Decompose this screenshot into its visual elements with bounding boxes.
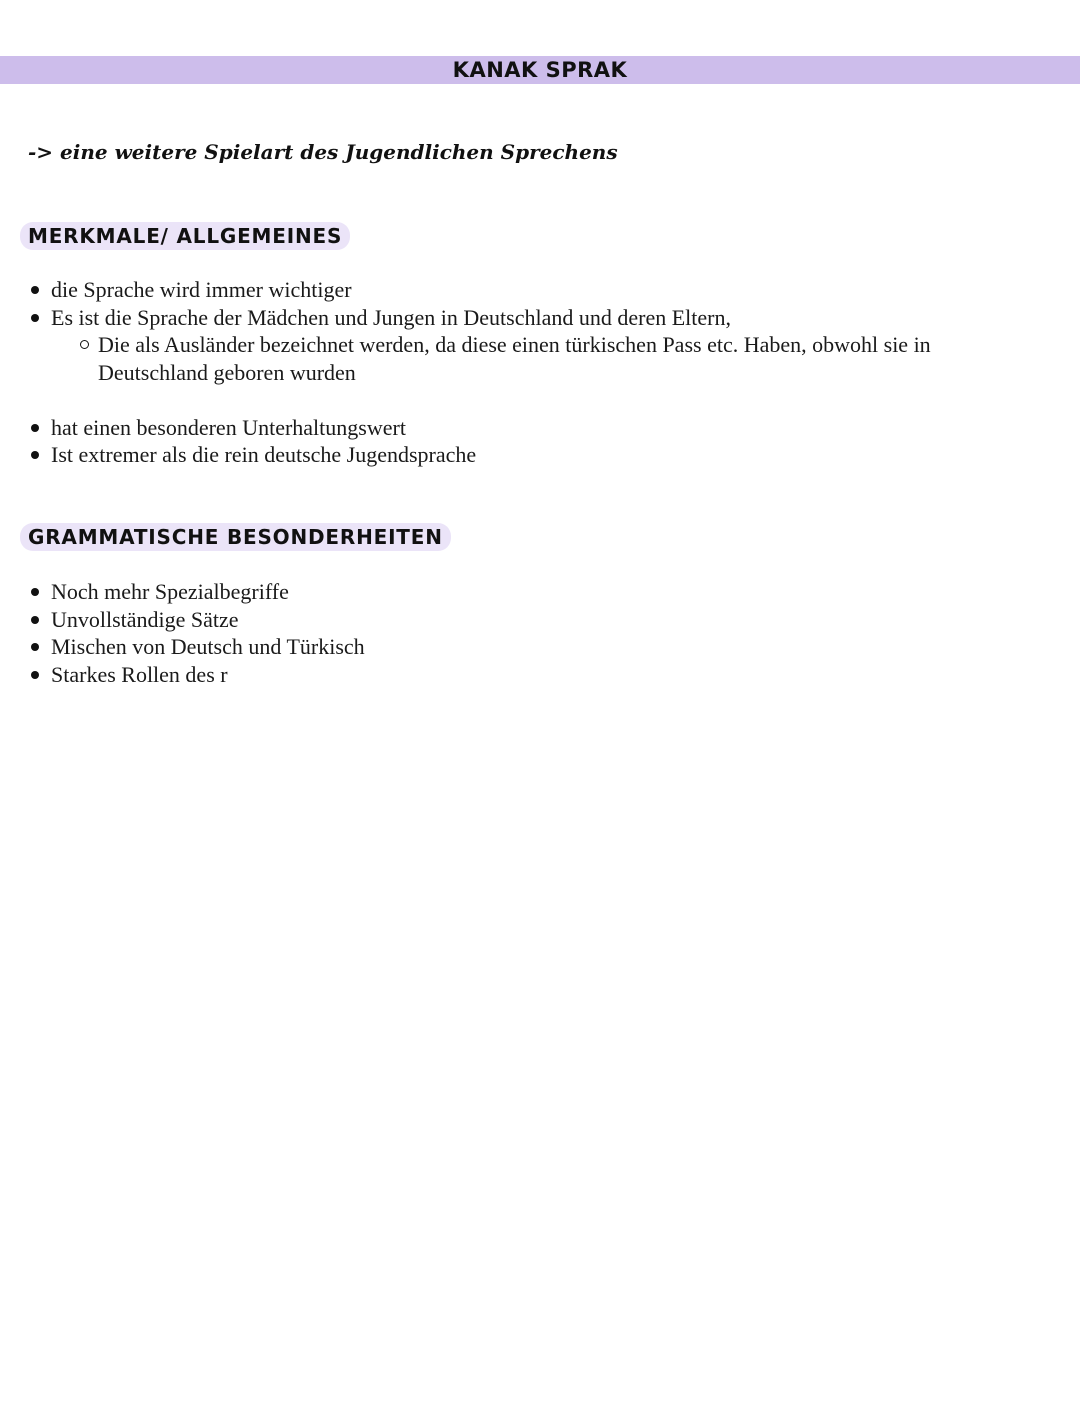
title-bar bbox=[0, 56, 1080, 84]
page-title: KANAK SPRAK bbox=[452, 58, 628, 82]
list-spacer bbox=[0, 386, 1028, 414]
list-item: hat einen besonderen Unterhaltungswert bbox=[0, 414, 1028, 442]
list-item: Ist extremer als die rein deutsche Jugendsprache bbox=[0, 441, 1028, 469]
list-item: Es ist die Sprache der Mädchen und Jungen in Deutschland und deren Eltern, bbox=[0, 304, 1028, 332]
list-item: die Sprache wird immer wichtiger bbox=[0, 276, 1028, 304]
list-item: Unvollständige Sätze bbox=[0, 606, 365, 634]
bullet-list-grammatik bbox=[0, 578, 365, 688]
section-heading-grammatik: GRAMMATISCHE BESONDERHEITEN bbox=[20, 523, 451, 551]
bullet-list-merkmale bbox=[0, 276, 1028, 469]
section-heading-merkmale: MERKMALE/ ALLGEMEINES bbox=[20, 222, 350, 250]
subtitle: -> eine weitere Spielart des Jugendlichen Sprechens bbox=[28, 140, 618, 164]
sub-list-item: Die als Ausländer bezeichnet werden, da diese einen türkischen Pass etc. Haben, obwohl sie in Deutschland geboren wurden bbox=[0, 331, 1028, 386]
list-item: Mischen von Deutsch und Türkisch bbox=[0, 633, 365, 661]
list-item: Starkes Rollen des r bbox=[0, 661, 365, 689]
list-item: Noch mehr Spezialbegriffe bbox=[0, 578, 365, 606]
